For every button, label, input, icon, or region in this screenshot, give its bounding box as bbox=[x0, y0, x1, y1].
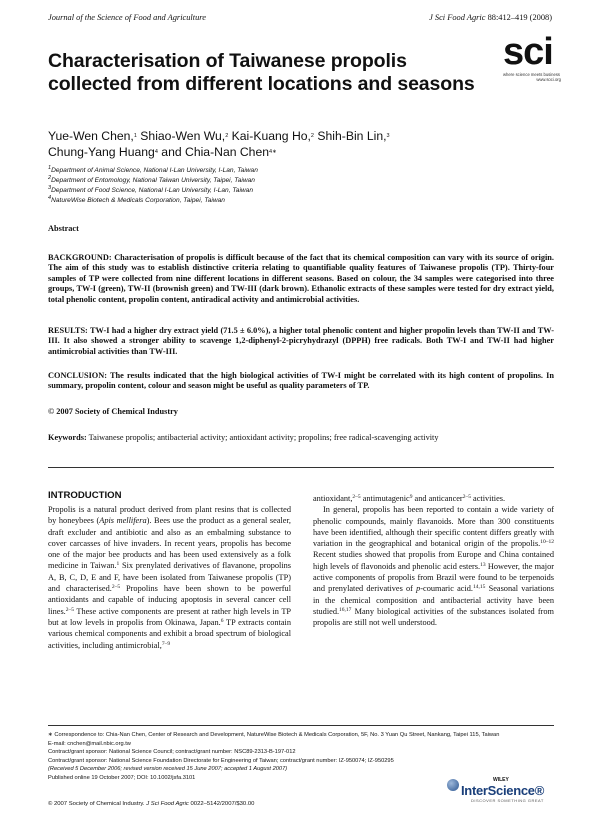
grant-note: Contract/grant sponsor: National Science Foundation Directorate for Engineering of Taiwan; contract/grant number: IZ-950074; IZ-950295 bbox=[48, 757, 394, 764]
sci-logo-tagline: where science meets business bbox=[503, 72, 561, 77]
wiley-interscience-logo bbox=[461, 777, 561, 803]
introduction-heading: INTRODUCTION bbox=[48, 490, 122, 501]
section-divider bbox=[48, 467, 554, 468]
affiliation: $^2$Department of Entomology, National Taiwan University, Taipei, Taiwan bbox=[48, 175, 255, 185]
sci-logo-url: www.soci.org bbox=[536, 77, 561, 82]
author: Chung-Yang Huang$^4$ bbox=[48, 145, 158, 159]
keywords-label: Keywords: bbox=[48, 433, 87, 442]
affiliation: $^4$NatureWise Biotech & Medicals Corporation, Taipei, Taiwan bbox=[48, 195, 225, 205]
author: and Chia-Nan Chen$^{4∗}$ bbox=[161, 145, 277, 159]
abstract-heading: Abstract bbox=[48, 224, 79, 233]
sci-logo-text: sci bbox=[503, 31, 553, 73]
abstract-results: RESULTS: TW-I had a higher dry extract yield (71.5 ± 6.0%), a higher total phenolic content and higher propolin levels than TW-II and TW-III. It also showed a stronger ability to scavenge 1,2-diphenyl-2-picryhydrazyl (DPPH) free radicals. Both TW-I and TW-II had higher antimicrobial activities than TW-III. bbox=[48, 326, 554, 356]
body-column-right bbox=[313, 493, 554, 629]
running-citation bbox=[429, 13, 552, 22]
affiliation: $^1$Department of Animal Science, National I-Lan University, I-Lan, Taiwan bbox=[48, 165, 258, 174]
affiliation: $^3$Department of Food Science, National I-Lan University, I-Lan, Taiwan bbox=[48, 185, 254, 195]
abstract-background: BACKGROUND: Characterisation of propolis is difficult because of the fact that its chemical composition can vary with its source of origin. The aim of this study was to establish distinctive criteria relating to quantifiable quality features of Taiwanese propolis (TP). Thirty-four samples of TP were collected from nine different locations in different seasons. Based on colour, the 34 samples were categorised into three groups, TW-I (green), TW-II (brownish green) and TW-III (dark brown). Ethanolic extracts of these samples were tested for dry extract yield, total phenolic content, propolin content, antiradical activity and antimicrobial activities. bbox=[48, 253, 554, 304]
citation-volume-pages: 88:412–419 (2008) bbox=[487, 13, 552, 22]
grant-note: Contract/grant sponsor: National Science Council; contract/grant number: NSC89-2313-B-197-012 bbox=[48, 749, 296, 755]
citation-journal: J Sci Food Agric bbox=[429, 13, 486, 22]
footnotes bbox=[48, 731, 558, 782]
correspondence-note: ∗ Correspondence to: Chia-Nan Chen, Center of Research and Development, NatureWise Biotech & Medicals Corporation, 5F, No. 3 Yuan Qu Street, Nankang, Taipei 115, Taiwan bbox=[48, 732, 500, 738]
intro-paragraph-continued: antioxidant,$^{2-5}$ antimutagenic$^9$ and anticancer$^{2-5}$ activities. bbox=[313, 494, 506, 503]
author: Kai-Kuang Ho,$^2$ bbox=[231, 129, 314, 143]
author-list bbox=[48, 128, 568, 160]
interscience-wordmark: InterScience® bbox=[461, 783, 544, 798]
abstract-conclusion: CONCLUSION: The results indicated that the high biological activities of TW-I might be correlated with its high content of propolins. In summary, propolin content, colour and season might be useful as quality parameters of TP. bbox=[48, 371, 554, 391]
article-title: Characterisation of Taiwanese propolis collected from different locations and seasons bbox=[48, 50, 475, 95]
intro-paragraph: In general, propolis has been reported to contain a wide variety of phenolic compounds, mainly flavanoids. More than 300 constituents have been identified, although their specific content differs greatly with variation in the geographical and botanical origin of the propolis.$^{10-12}$ Recent studies showed that propolis from Europe and China contained high levels of flavonoids and phenolic acid esters.$^{13}$ However, the major active components of propolis from Brazil were found to be terpenoids and prenylated derivatives of p-coumaric acid.$^{14,15}$ Seasonal variations in the chemical composition and antibacterial activity have been studied.$^{16,17}$ Many biological activities of the substances isolated from propolis are still not well understood. bbox=[313, 505, 555, 628]
affiliation-list bbox=[48, 166, 258, 206]
intro-paragraph: Propolis is a natural product derived from plant resins that is collected by honeybees (Apis mellifera). Bees use the product as a general sealer, draft excluder and antibiotic and also as an embalming substance to cover carcasses of hive invaders. In recent years, propolis has become one of the major bee products and has been used extensively as a folk medicine in Taiwan.$^1$ Six prenylated derivatives of flavanone, propolins A, B, C, D, E and F, have been isolated from Taiwanese propolis (TP) and characterised.$^{2-5}$ Propolins have been shown to be powerful antioxidants and capable of inducing apoptosis in several cancer cell lines.$^{2-5}$ These active components are present at rather high levels in TP but at low levels in propolis from Okinawa, Japan.$^6$ TP extracts contain various chemical components and exhibit a broad spectrum of biological activities, including antimicrobial,$^{7-9}$ bbox=[48, 505, 292, 650]
published-note: Published online 19 October 2007; DOI: 10.1002/jsfa.3101 bbox=[48, 774, 196, 781]
author: Shiao-Wen Wu,$^2$ bbox=[140, 129, 229, 143]
email-note: E-mail: cnchen@mail.nbic.org.tw bbox=[48, 740, 131, 747]
bottom-copyright: © 2007 Society of Chemical Industry. J Sci Food Agric 0022–5142/2007/$30.00 bbox=[48, 801, 255, 807]
keywords-text: Taiwanese propolis; antibacterial activity; antioxidant activity; propolins; free radical-scavenging activity bbox=[88, 433, 439, 442]
wiley-globe-icon bbox=[447, 779, 459, 791]
footnote-divider bbox=[48, 725, 554, 726]
wiley-wordmark: WILEY bbox=[493, 777, 509, 783]
received-note: (Received 5 December 2006; revised version received 15 June 2007; accepted 1 August 2007) bbox=[48, 766, 288, 772]
running-journal-title: Journal of the Science of Food and Agriculture bbox=[48, 13, 206, 22]
interscience-tagline: DISCOVER SOMETHING GREAT bbox=[471, 798, 544, 803]
author: Shih-Bin Lin,$^3$ bbox=[317, 129, 390, 143]
body-column-left bbox=[48, 504, 291, 651]
sci-logo bbox=[503, 33, 563, 82]
author: Yue-Wen Chen,$^1$ bbox=[48, 129, 137, 143]
abstract-copyright: © 2007 Society of Chemical Industry bbox=[48, 407, 178, 416]
keywords bbox=[48, 433, 554, 443]
